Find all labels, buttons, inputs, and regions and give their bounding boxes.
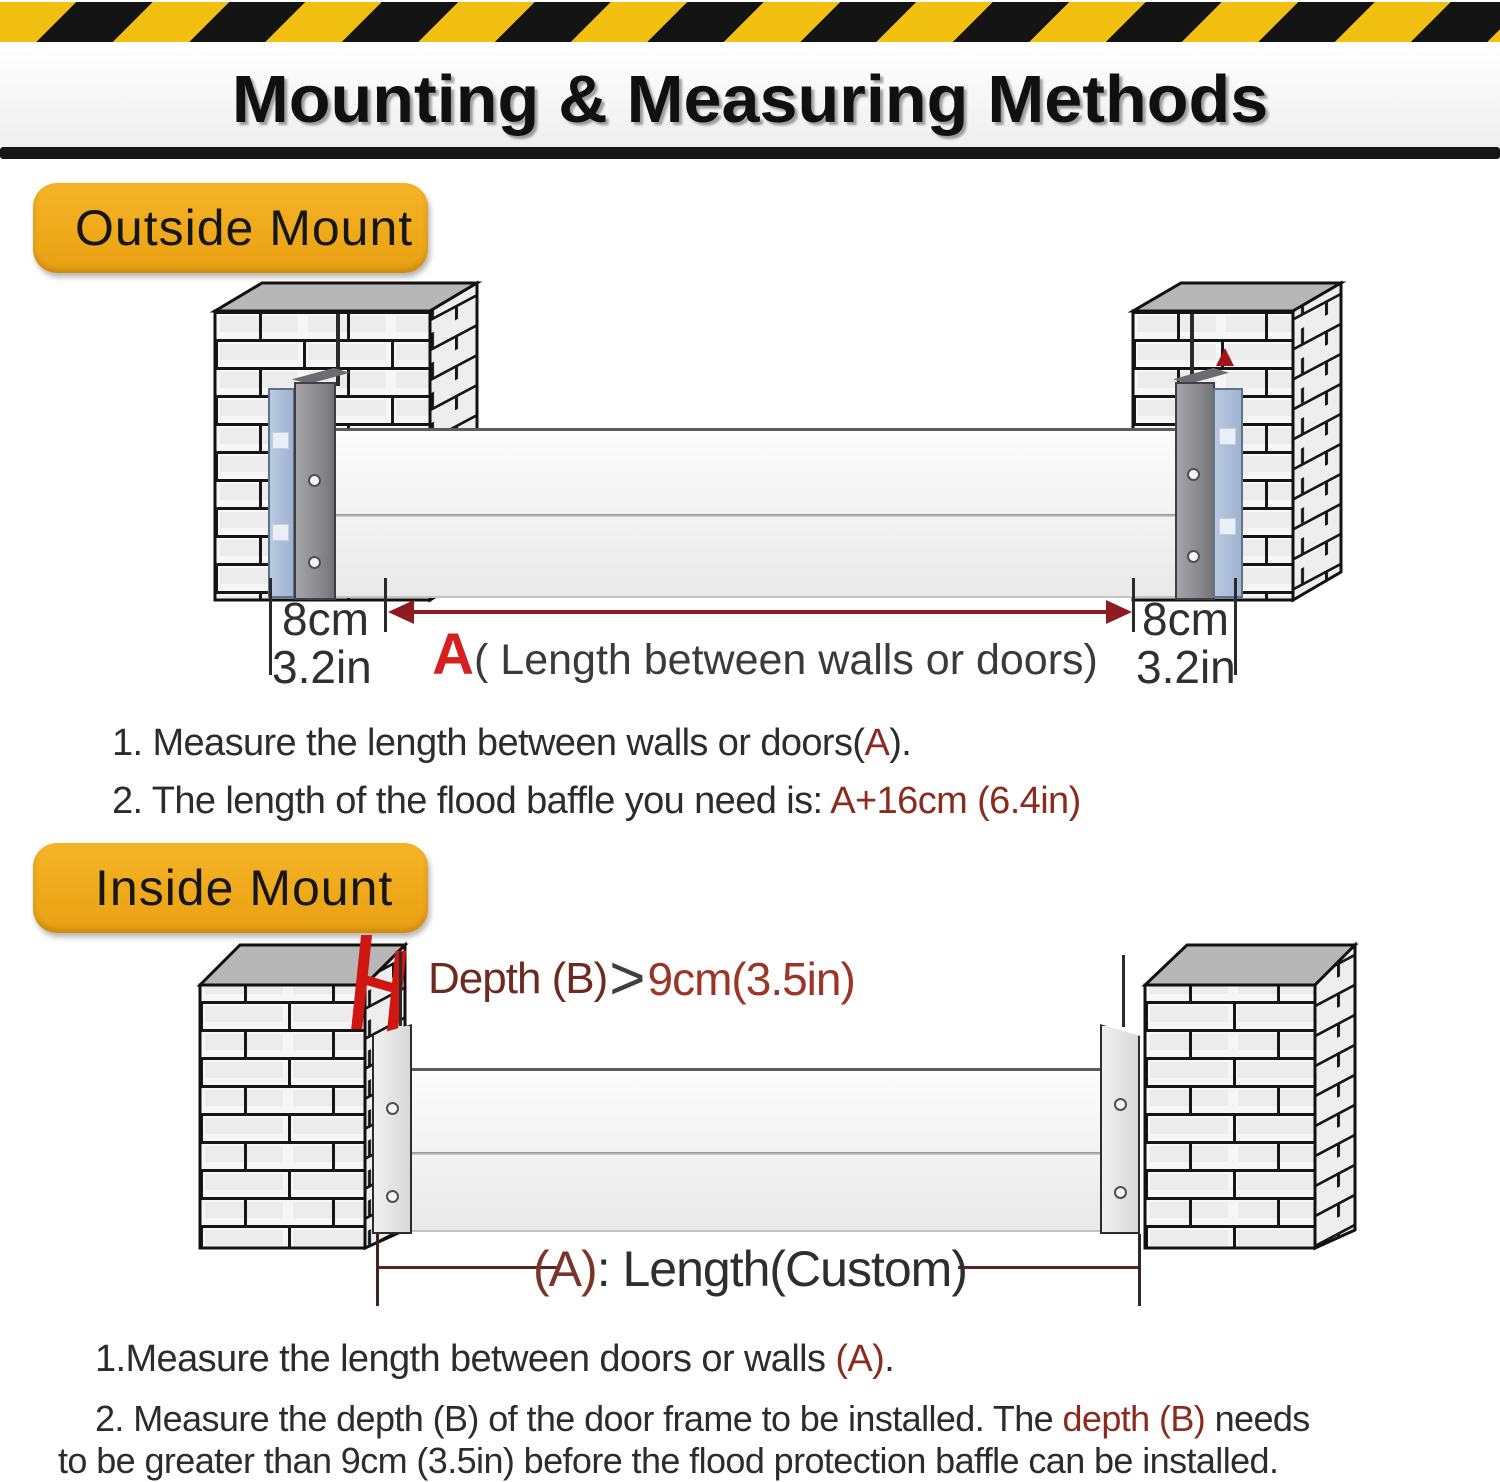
outside-right-seal-strip — [1213, 388, 1243, 598]
dimension-arrow-line — [410, 610, 1110, 614]
screw-hole — [386, 1102, 399, 1115]
length-a-label — [390, 622, 1140, 687]
greater-than-sign: > — [609, 944, 646, 1014]
caution-tape-stripe — [0, 0, 1500, 44]
outside-left-seal-strip — [268, 388, 295, 598]
right-anchor-slot — [1190, 314, 1194, 384]
inside-step1-tail: . — [884, 1338, 895, 1380]
depth-requirement-label — [428, 944, 855, 1014]
outside-mount-badge-label: Outside Mount — [75, 200, 414, 256]
barrier-panel-seam — [410, 1152, 1102, 1155]
pillar-side-face — [1293, 283, 1341, 600]
outside-flood-barrier — [336, 428, 1180, 598]
inside-step2-tail: needs — [1205, 1398, 1310, 1439]
outside-step-1 — [112, 722, 911, 765]
depth-value: 9cm(3.5in) — [647, 953, 855, 1005]
pillar-front-face — [200, 985, 365, 1248]
right-frame-edge-line — [1122, 955, 1125, 1027]
screw-hole — [1114, 1098, 1127, 1111]
inside-step-2 — [95, 1398, 1310, 1440]
left-frame-edge-line — [399, 952, 402, 1026]
outside-right-bracket — [1175, 382, 1215, 600]
pillar-side-face — [1315, 945, 1355, 1248]
outside-step2-formula: A+16cm (6.4in) — [830, 780, 1081, 822]
outside-step1-tail: ). — [889, 722, 912, 764]
inside-step1-text: 1.Measure the length between doors or walls — [95, 1338, 836, 1380]
inside-step-2-line-2 — [58, 1440, 1278, 1482]
length-a-text: ( Length between walls or doors) — [474, 636, 1098, 684]
inside-mount-badge-label: Inside Mount — [95, 860, 394, 916]
measure-tick — [1138, 1234, 1141, 1306]
outside-step1-a: A — [864, 722, 890, 764]
page-title: Mounting & Measuring Methods — [231, 62, 1269, 137]
outside-step1-text: 1. Measure the length between walls or doors( — [112, 722, 865, 764]
right-strip-socket — [1219, 518, 1236, 535]
length-a-letter: A — [432, 622, 475, 687]
screw-hole — [1187, 468, 1200, 481]
screw-hole — [308, 556, 321, 569]
insert-direction-arrow-icon — [1216, 348, 1234, 366]
inside-flood-barrier — [410, 1068, 1102, 1232]
left-gap-cm: 8cm — [282, 593, 369, 645]
pillar-front-face — [1145, 985, 1315, 1248]
length-custom-text: : Length(Custom) — [596, 1241, 967, 1297]
depth-label-text: Depth (B) — [428, 954, 608, 1003]
screw-hole — [386, 1190, 399, 1203]
inside-step1-a: (A) — [835, 1338, 885, 1380]
length-custom-a: (A) — [533, 1241, 597, 1297]
outside-step-2 — [112, 780, 1081, 823]
screw-hole — [1187, 550, 1200, 563]
inside-step2-depth: depth (B) — [1062, 1398, 1206, 1439]
header-divider-bar — [0, 147, 1500, 159]
screw-hole — [308, 474, 321, 487]
inside-step2-text: 2. Measure the depth (B) of the door frame to be installed. The — [95, 1398, 1063, 1439]
inside-right-plate — [1100, 1024, 1140, 1234]
left-gap-in: 3.2in — [272, 641, 372, 693]
inside-mount-badge — [33, 843, 428, 933]
inside-right-pillar — [1145, 945, 1355, 1248]
barrier-panel-seam — [336, 514, 1180, 517]
right-strip-socket — [1219, 428, 1236, 445]
right-gap-in: 3.2in — [1136, 641, 1236, 693]
inside-step-1 — [95, 1338, 894, 1381]
title-band — [0, 52, 1500, 147]
measure-tick — [376, 1234, 379, 1306]
inside-step2-line2-text: to be greater than 9cm (3.5in) before the flood protection baffle can be installed. — [58, 1440, 1279, 1481]
right-gap-cm: 8cm — [1142, 593, 1229, 645]
outside-mount-badge — [33, 183, 428, 273]
measure-tick — [384, 578, 387, 632]
left-strip-socket — [272, 432, 289, 449]
screw-hole — [1114, 1186, 1127, 1199]
length-custom-label — [470, 1240, 1030, 1298]
dimension-arrowhead-right — [1106, 600, 1132, 624]
measure-tick — [1132, 578, 1135, 632]
outside-step2-text: 2. The length of the flood baffle you need is: — [112, 780, 831, 822]
left-strip-socket — [272, 524, 289, 541]
